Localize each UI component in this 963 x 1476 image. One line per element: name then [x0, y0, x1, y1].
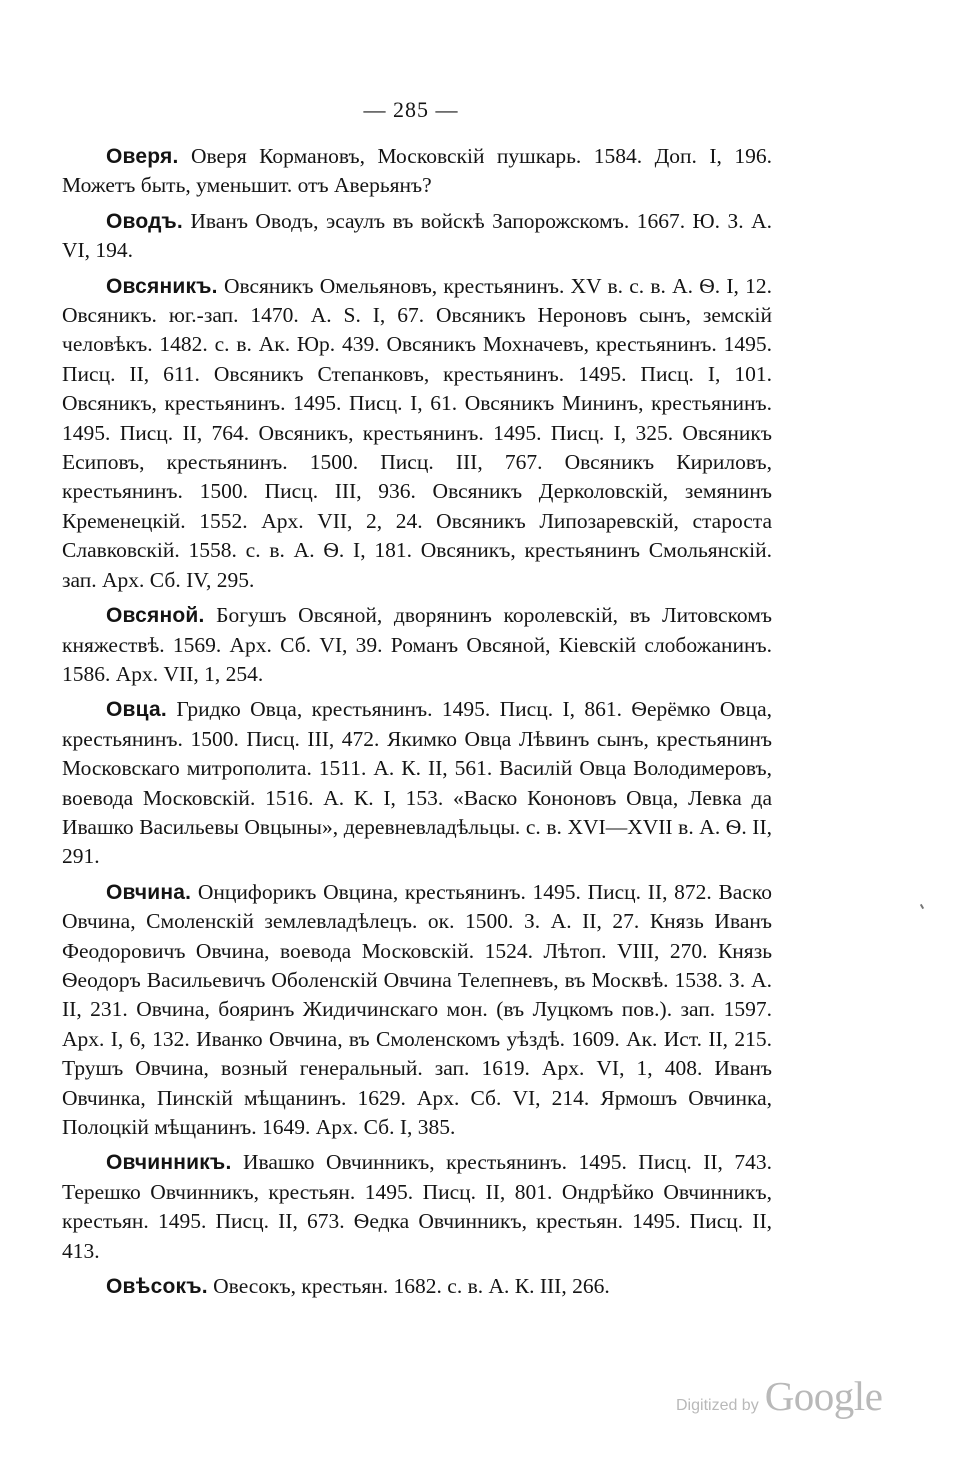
entry-text: Овсяникъ Омельяновъ, крестьянинъ. XV в. с. в. А. Ѳ. I, 12. Овсяникъ. юг.-зап. 1470. A. S. I, 67. Овсяникъ Нероновъ сынъ, земскій человѣкъ. 1482. с. в. Ак. Юр. 439. Овсяникъ Мохначевъ, крестьянинъ. 1495. Писц. II, 611. Овсяникъ Степанковъ, крестьянинъ. 1495. Писц. I, 101. Овсяникъ, крестьянинъ. 1495. Писц. I, 61. Овсяникъ Мининъ, крестьянинъ. 1495. Писц. II, 764. Овсяникъ, крестьянинъ. 1495. Писц. I, 325. Овсяникъ Есиповъ, крестьянинъ. 1500. Писц. III, 767. Овсяникъ Кириловъ, крестьянинъ. 1500. Писц. III, 936. Овсяникъ Дерколовскій, земянинъ Кременецкій. 1552. Арх. VII, 2, 24. Овсяникъ Липозаревскій, староста Славковскій. 1558. с. в. А. Ѳ. I, 181. Овсяникъ, крестьянинъ Смольянскій. зап. Арх. Сб. IV, 295. [62, 273, 772, 592]
dictionary-entry [62, 272, 772, 595]
entry-text: Овесокъ, крестьян. 1682. с. в. А. К. III, 266. [213, 1274, 610, 1299]
dictionary-entry [62, 1148, 772, 1266]
entry-headword: Оводъ. [106, 209, 183, 233]
dictionary-entry [62, 207, 772, 266]
entry-text: Иванъ Оводъ, эсаулъ въ войскѣ Запорожскомъ. 1667. Ю. З. А. VI, 194. [62, 208, 772, 263]
dictionary-entry [62, 878, 772, 1143]
dictionary-entry [62, 142, 772, 201]
entry-headword: Овчина. [106, 880, 192, 904]
entry-text: Оверя Кормановъ, Московскій пушкарь. 1584. Доп. I, 196. Можетъ быть, уменьшит. отъ Аверьянъ? [62, 144, 772, 198]
entry-text: Ивашко Овчинникъ, крестьянинъ. 1495. Писц. II, 743. Терешко Овчинникъ, крестьян. 1495. Писц. II, 801. Ондрѣйко Овчинникъ, крестьян. 1495. Писц. II, 673. Ѳедка Овчинникъ, крестьян. 1495. Писц. II, 413. [62, 1150, 772, 1263]
dictionary-entry [62, 695, 772, 871]
entry-text: Гридко Овца, крестьянинъ. 1495. Писц. I, 861. Ѳерёмко Овца, крестьянинъ. 1500. Писц. III, 472. Якимко Овца Лѣвинъ сынъ, крестьянинъ Московскаго митрополита. 1511. А. К. II, 561. Василій Овца Володимеровъ, воевода Московскій. 1516. А. К. I, 153. «Васко Кононовъ Овца, Левка да Ивашко Васильевы Овцыны», деревневладѣльцы. с. в. XVI—XVII в. А. Ѳ. II, 291. [62, 697, 772, 869]
ink-speck [920, 904, 924, 909]
dictionary-entry [62, 1272, 772, 1301]
entry-headword: Овчинникъ. [106, 1151, 232, 1175]
watermark-prefix: Digitized by [676, 1397, 759, 1414]
entry-headword: Овсяной. [106, 604, 205, 628]
entry-headword: Овѣсокъ. [106, 1275, 208, 1299]
entry-text: Богушъ Овсяной, дворянинъ королевскій, въ Литовскомъ княжествѣ. 1569. Арх. Сб. VI, 39. Романъ Овсяной, Кіевскій слобожанинъ. 1586. Арх. VII, 1, 254. [62, 603, 772, 686]
entry-headword: Оверя. [106, 145, 179, 168]
digitized-watermark [676, 1372, 882, 1420]
entry-text: Онцифорикъ Овцина, крестьянинъ. 1495. Писц. II, 872. Васко Овчина, Смоленскій землевладѣлецъ. ок. 1500. З. А. II, 27. Князь Иванъ Феодоровичъ Овчина, воевода Московскій. 1524. Лѣтоп. VIII, 270. Князь Ѳеодоръ Васильевичъ Оболенскій Овчина Телепневъ, въ Москвѣ. 1538. З. А. II, 231. Овчина, бояринъ Жидичинскаго мон. (въ Луцкомъ пов.). зап. 1597. Арх. I, 6, 132. Иванко Овчина, въ Смоленскомъ уѣздѣ. 1609. Ак. Ист. II, 215. Трушъ Овчина, возный генеральный. зап. 1619. Арх. VI, 1, 408. Иванъ Овчинка, Пинскій мѣщанинъ. 1629. Арх. Сб. VI, 214. Ярмошъ Овчинка, Полоцкій мѣщанинъ. 1649. Арх. Сб. I, 385. [62, 879, 772, 1139]
entry-headword: Овсяникъ. [106, 274, 218, 298]
watermark-brand: Google [764, 1373, 883, 1419]
dictionary-entry [62, 601, 772, 689]
dictionary-entries [62, 142, 772, 1307]
entry-headword: Овца. [106, 698, 167, 722]
page-number: — 285 — [363, 97, 459, 122]
